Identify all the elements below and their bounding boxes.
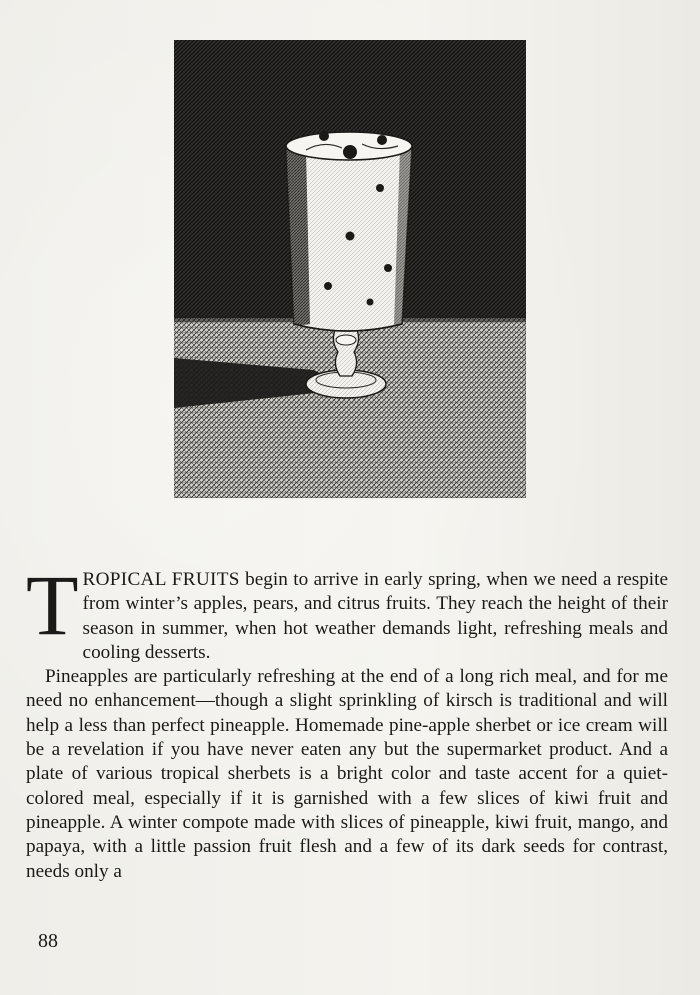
lead-in-small-caps: ROPICAL FRUITS (82, 569, 240, 590)
paragraph-2: Pineapples are particularly refreshing at the end of a long rich meal, and for me need no enhancement—though a slight sprinkling of kirsch is traditional and will help a less than perfect pineapple. Homemade pine-apple sherbet or ice cream will be a revelation if you have never eaten any but the supermarket product. And a plate of various tropical sherbets is a bright color and taste accent for a quiet-colored meal, especially if it is garnished with a few slices of kiwi fruit and pineapple. A winter compote made with slices of pineapple, kiwi fruit, mango, and papaya, with a little passion fruit flesh and a few of its dark seeds for contrast, needs only a (26, 666, 668, 882)
page-number: 88 (38, 930, 58, 952)
paragraph-1-text: begin to arrive in early spring, when we need a respite from winter’s apples, pears, and citrus fruits. They reach the height of their season in summer, when hot weather demands light, refreshing meals and cooling desserts. (82, 569, 668, 663)
etching-goblet-of-fruit-icon (174, 40, 526, 498)
paragraph-1 (26, 557, 668, 665)
drop-cap: T (26, 557, 79, 653)
body-text (26, 557, 668, 884)
